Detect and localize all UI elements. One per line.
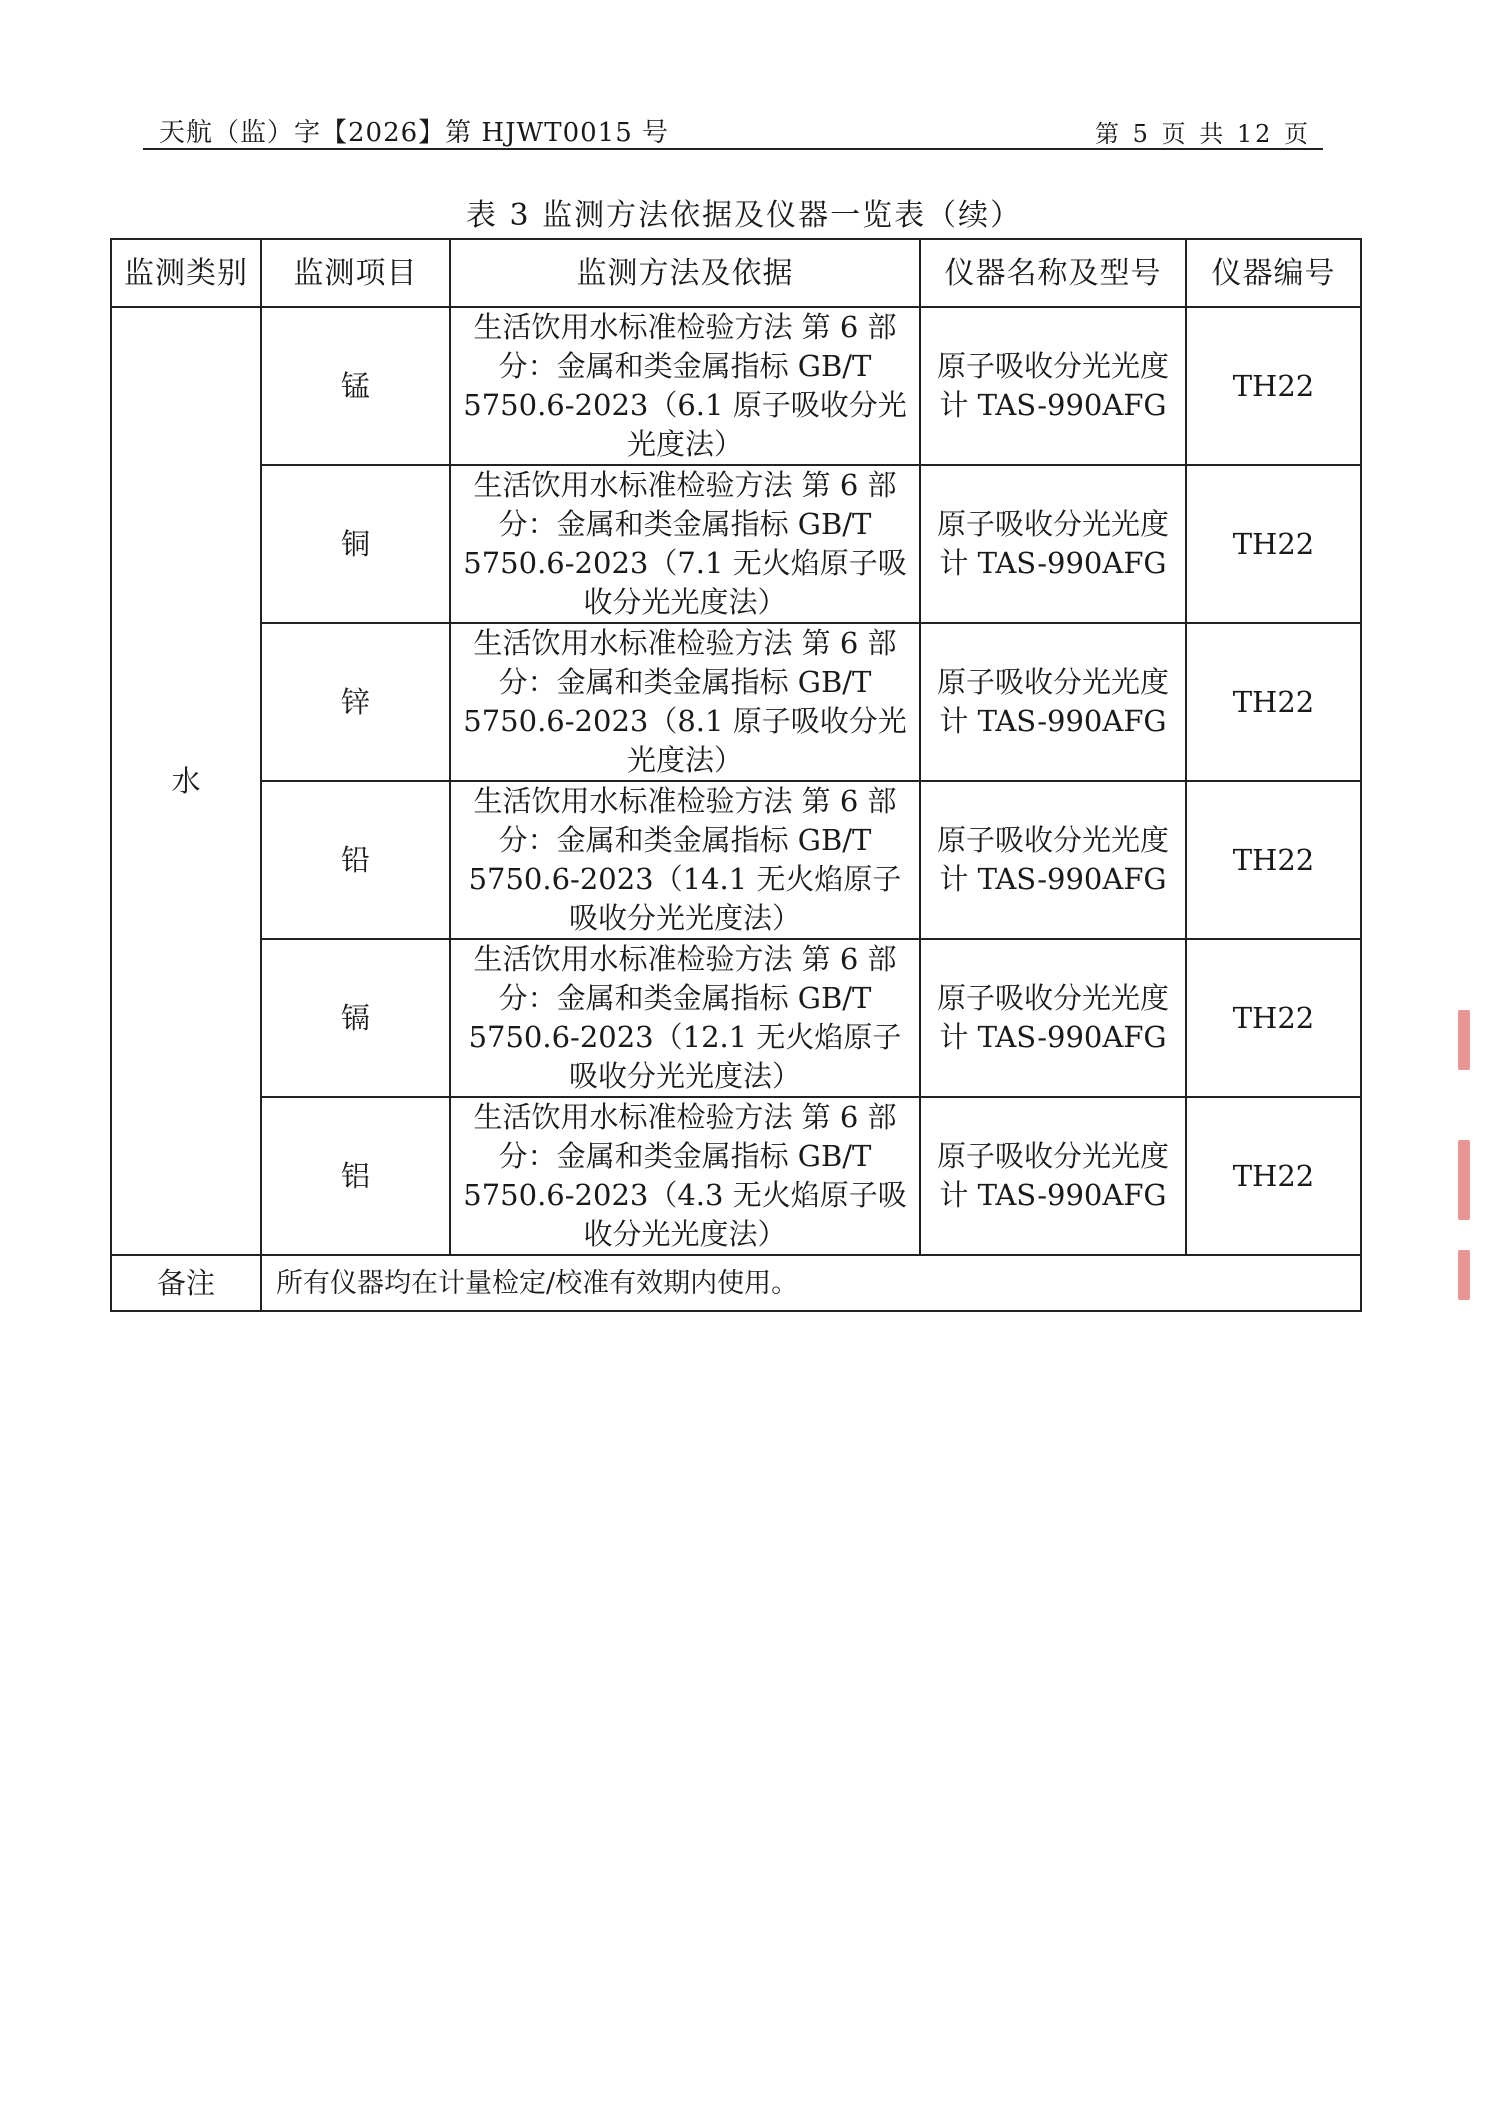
remark-row [111, 1255, 1361, 1311]
code-cell: TH22 [1186, 781, 1361, 939]
category-cell: 水 [111, 307, 261, 1255]
seal-stamp-edge [1458, 1010, 1472, 1300]
code-cell: TH22 [1186, 307, 1361, 465]
table-row [111, 623, 1361, 781]
table-row [111, 1097, 1361, 1255]
header-method: 监测方法及依据 [450, 239, 920, 307]
instrument-cell: 原子吸收分光光度计 TAS-990AFG [920, 1097, 1186, 1255]
item-cell: 镉 [261, 939, 450, 1097]
method-cell: 生活饮用水标准检验方法 第 6 部分：金属和类金属指标 GB/T 5750.6-2023（6.1 原子吸收分光光度法） [450, 307, 920, 465]
instrument-cell: 原子吸收分光光度计 TAS-990AFG [920, 623, 1186, 781]
item-cell: 锰 [261, 307, 450, 465]
method-cell: 生活饮用水标准检验方法 第 6 部分：金属和类金属指标 GB/T 5750.6-2023（4.3 无火焰原子吸收分光光度法） [450, 1097, 920, 1255]
method-cell: 生活饮用水标准检验方法 第 6 部分：金属和类金属指标 GB/T 5750.6-2023（7.1 无火焰原子吸收分光光度法） [450, 465, 920, 623]
remark-label: 备注 [111, 1255, 261, 1311]
document-number: 天航（监）字【2026】第 HJWT0015 号 [159, 118, 670, 148]
code-cell: TH22 [1186, 465, 1361, 623]
table-row [111, 307, 1361, 465]
header-instrument: 仪器名称及型号 [920, 239, 1186, 307]
remark-text: 所有仪器均在计量检定/校准有效期内使用。 [261, 1255, 1361, 1311]
item-cell: 铅 [261, 781, 450, 939]
table-row [111, 465, 1361, 623]
table-header-row [111, 239, 1361, 307]
method-cell: 生活饮用水标准检验方法 第 6 部分：金属和类金属指标 GB/T 5750.6-2023（12.1 无火焰原子吸收分光光度法） [450, 939, 920, 1097]
item-cell: 锌 [261, 623, 450, 781]
item-cell: 铜 [261, 465, 450, 623]
header-category: 监测类别 [111, 239, 261, 307]
page-header [143, 108, 1323, 150]
method-cell: 生活饮用水标准检验方法 第 6 部分：金属和类金属指标 GB/T 5750.6-2023（8.1 原子吸收分光光度法） [450, 623, 920, 781]
instrument-cell: 原子吸收分光光度计 TAS-990AFG [920, 781, 1186, 939]
method-cell: 生活饮用水标准检验方法 第 6 部分：金属和类金属指标 GB/T 5750.6-2023（14.1 无火焰原子吸收分光光度法） [450, 781, 920, 939]
table-title: 表 3 监测方法依据及仪器一览表（续） [465, 198, 1023, 233]
table-row [111, 781, 1361, 939]
monitoring-methods-table [110, 238, 1362, 1312]
instrument-cell: 原子吸收分光光度计 TAS-990AFG [920, 307, 1186, 465]
instrument-cell: 原子吸收分光光度计 TAS-990AFG [920, 939, 1186, 1097]
code-cell: TH22 [1186, 1097, 1361, 1255]
instrument-cell: 原子吸收分光光度计 TAS-990AFG [920, 465, 1186, 623]
header-instrument-code: 仪器编号 [1186, 239, 1361, 307]
header-item: 监测项目 [261, 239, 450, 307]
code-cell: TH22 [1186, 939, 1361, 1097]
code-cell: TH22 [1186, 623, 1361, 781]
page-number: 第 5 页 共 12 页 [1095, 120, 1311, 148]
table-row [111, 939, 1361, 1097]
item-cell: 铝 [261, 1097, 450, 1255]
